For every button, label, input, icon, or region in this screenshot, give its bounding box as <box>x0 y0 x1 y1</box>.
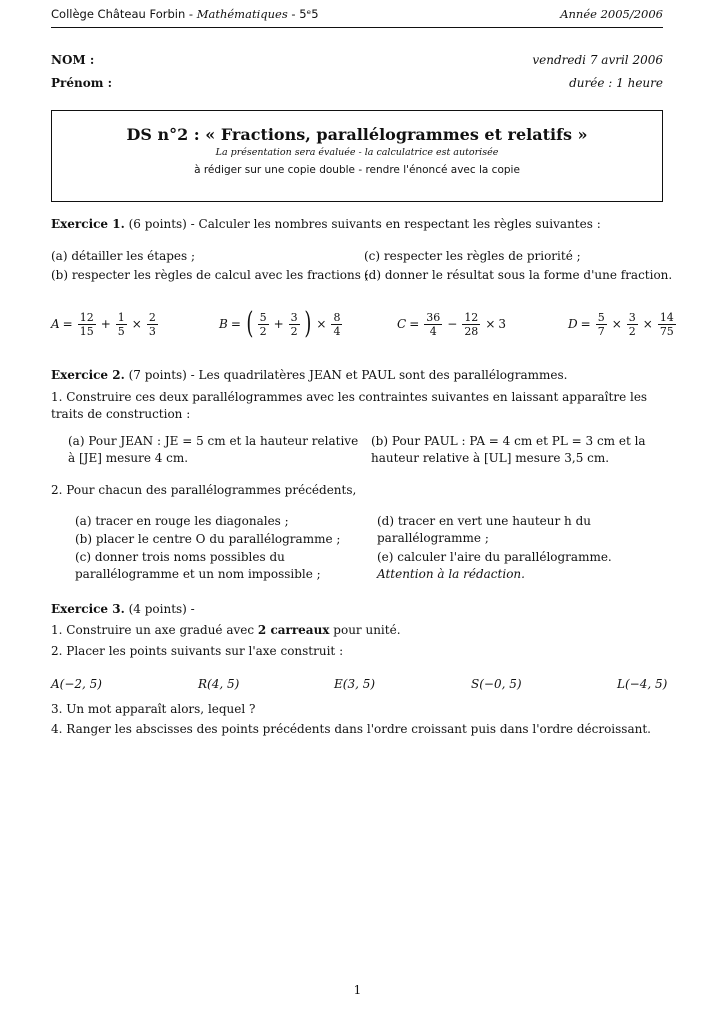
exercise-2-q1: 1. Construire ces deux parallélogrammes avec les contraintes suivantes en laissant apparaître les traits de construction : <box>51 390 648 421</box>
formula-c: C = $\frac{36}{4}$ − $\frac{12}{28}$ × 3 <box>397 310 507 338</box>
exercise-3-intro: (4 points) - <box>124 602 195 616</box>
rule-d: (d) donner le résultat sous la forme d'une fraction. <box>364 268 673 282</box>
point-r: R(4, 5) <box>198 677 240 691</box>
exam-duration: durée : 1 heure <box>569 76 663 90</box>
exercise-1-intro: (6 points) - Calculer les nombres suivants en respectant les règles suivantes : <box>124 217 601 231</box>
fraction: $\frac{2}{3}$ <box>148 310 156 338</box>
subject-name: Mathématiques <box>196 7 288 21</box>
exercise-1-label: Exercice 1. <box>51 217 125 231</box>
exercise-2-q2b: (b) placer le centre O du parallélogramme ; <box>75 532 341 546</box>
exercise-3-q2: 2. Placer les points suivants sur l'axe construit : <box>51 644 344 658</box>
fraction: $\frac{5}{2}$ <box>259 310 267 338</box>
exercise-2-q2e: (e) calculer l'aire du parallélogramme. Attention à la rédaction. <box>377 550 612 581</box>
class-name: - 5ᵉ5 <box>287 7 319 21</box>
fraction: $\frac{3}{2}$ <box>628 310 636 338</box>
exercise-3-heading <box>51 602 195 616</box>
title-box <box>51 110 663 202</box>
point-a: A(−2, 5) <box>51 677 102 691</box>
attention-note: Attention à la rédaction. <box>377 567 525 581</box>
fraction: $\frac{14}{75}$ <box>659 310 674 338</box>
rule-b: (b) respecter les règles de calcul avec les fractions ; <box>51 268 369 282</box>
school-year: Année 2005/2006 <box>560 7 663 21</box>
exercise-2-q2c: (c) donner trois noms possibles du parallélogramme et un nom impossible ; <box>75 550 321 581</box>
formula-d-name: D <box>568 317 578 331</box>
fraction: $\frac{8}{4}$ <box>333 310 341 338</box>
exercise-3-q4: 4. Ranger les abscisses des points précédents dans l'ordre croissant puis dans l'ordre décroissant. <box>51 722 651 736</box>
exam-instructions: à rédiger sur une copie double - rendre l'énoncé avec la copie <box>194 164 520 176</box>
exercise-2-label: Exercice 2. <box>51 368 125 382</box>
formula-b: B = ( $\frac{5}{2}$ + $\frac{3}{2}$ ) × $\frac{8}{4}$ <box>219 306 341 341</box>
formula-a: A = $\frac{12}{15}$ + $\frac{1}{5}$ × $\frac{2}{3}$ <box>51 310 156 338</box>
nom-label: NOM : <box>51 53 95 67</box>
exam-title: DS n°2 : « Fractions, parallélogrammes et relatifs » <box>126 125 588 144</box>
prenom-label: Prénom : <box>51 76 113 90</box>
formula-d: D = $\frac{5}{7}$ × $\frac{3}{2}$ × $\frac{14}{75}$ <box>568 310 674 338</box>
formula-b-name: B <box>219 317 228 331</box>
exercise-3-label: Exercice 3. <box>51 602 125 616</box>
point-l: L(−4, 5) <box>617 677 668 691</box>
fraction: $\frac{12}{15}$ <box>79 310 94 338</box>
exercise-2-q1b: (b) Pour PAUL : PA = 4 cm et PL = 3 cm et la hauteur relative à [UL] mesure 3,5 cm. <box>371 434 646 465</box>
fraction: $\frac{12}{28}$ <box>464 310 479 338</box>
exercise-2-heading <box>51 368 567 382</box>
exercise-1-heading <box>51 217 601 231</box>
formula-a-name: A <box>51 317 60 331</box>
exercise-2-q2d: (d) tracer en vert une hauteur h du parallélogramme ; <box>377 514 591 545</box>
exercise-2-q2: 2. Pour chacun des parallélogrammes précédents, <box>51 483 357 497</box>
point-e: E(3, 5) <box>334 677 376 691</box>
exercise-2-q1a: (a) Pour JEAN : JE = 5 cm et la hauteur relative à [JE] mesure 4 cm. <box>68 434 359 465</box>
rule-c: (c) respecter les règles de priorité ; <box>364 249 581 263</box>
exercise-3-q3: 3. Un mot apparaît alors, lequel ? <box>51 702 256 716</box>
header-left <box>51 7 319 21</box>
school-name: Collège Château Forbin - <box>51 7 197 21</box>
unit-emphasis: 2 carreaux <box>257 623 330 637</box>
formula-c-factor: 3 <box>498 317 507 331</box>
rule-a: (a) détailler les étapes ; <box>51 249 196 263</box>
point-s: S(−0, 5) <box>471 677 522 691</box>
running-header <box>51 7 663 28</box>
fraction: $\frac{36}{4}$ <box>426 310 441 338</box>
page-number: 1 <box>353 983 362 997</box>
fraction: $\frac{5}{7}$ <box>597 310 605 338</box>
fraction: $\frac{3}{2}$ <box>290 310 298 338</box>
exercise-2-q2a: (a) tracer en rouge les diagonales ; <box>75 514 289 528</box>
exam-date: vendredi 7 avril 2006 <box>532 53 663 67</box>
exam-subtitle: La présentation sera évaluée - la calculatrice est autorisée <box>215 147 499 158</box>
fraction: $\frac{1}{5}$ <box>117 310 125 338</box>
exercise-3-q1: 1. Construire un axe gradué avec 2 carreaux pour unité. <box>51 623 401 637</box>
exercise-2-intro: (7 points) - Les quadrilatères JEAN et PAUL sont des parallélogrammes. <box>124 368 568 382</box>
formula-c-name: C <box>397 317 407 331</box>
